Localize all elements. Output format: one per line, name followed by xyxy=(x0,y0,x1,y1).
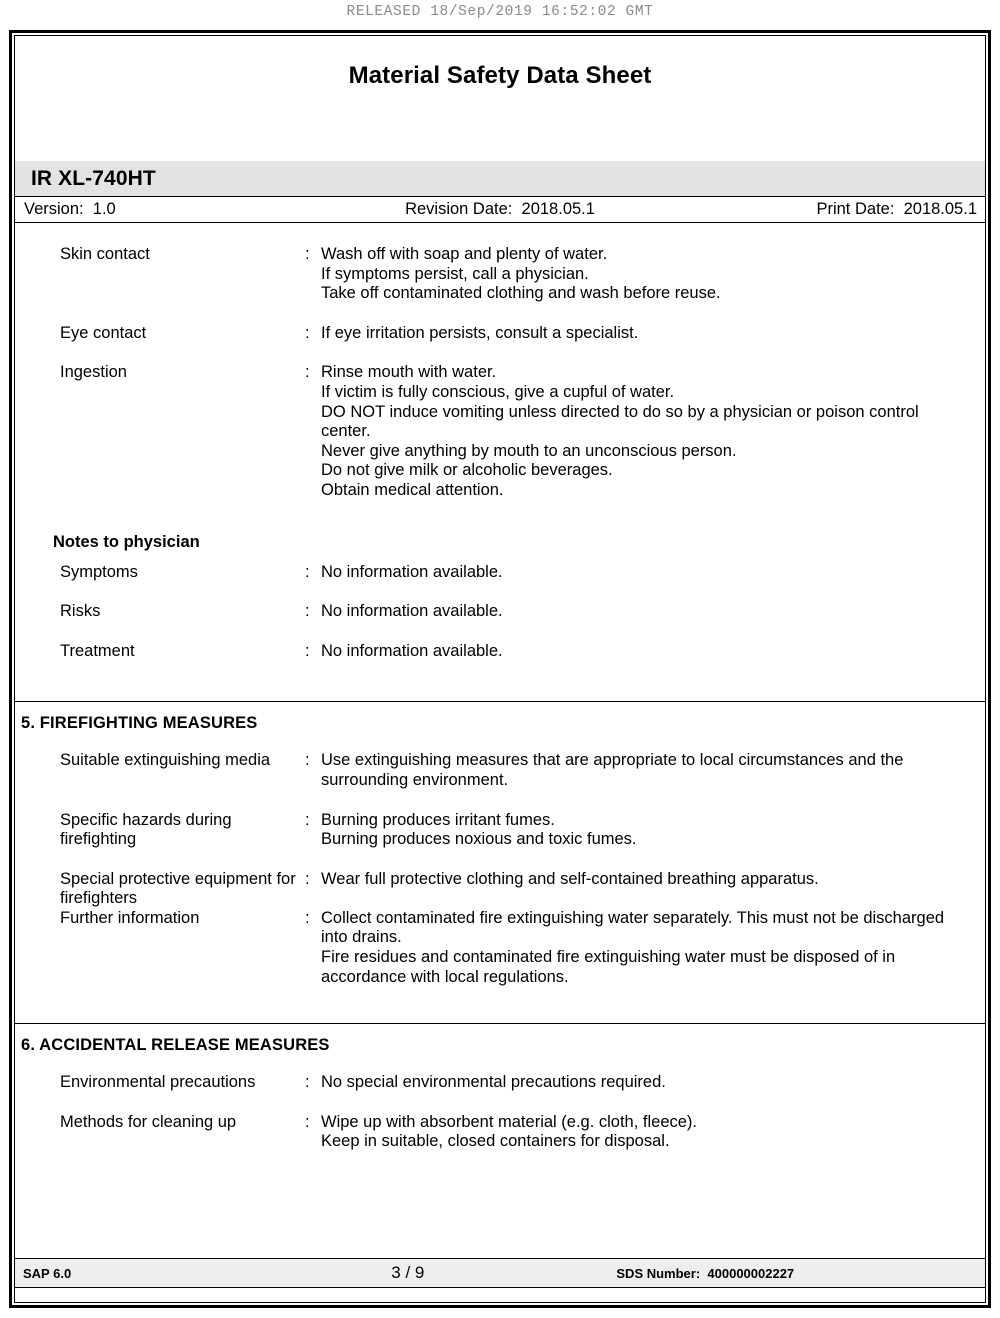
section-5-entry-list xyxy=(60,751,967,987)
entry-row xyxy=(60,642,967,662)
entry-value-line: Do not give milk or alcoholic beverages. xyxy=(321,461,613,480)
entry-gap xyxy=(60,304,967,324)
entry-label: Specific hazards during firefighting xyxy=(60,810,232,849)
section-6-entries xyxy=(15,1073,985,1152)
entry-value-line: Burning produces irritant fumes. xyxy=(321,810,555,829)
entry-value xyxy=(321,642,967,662)
entry-gap xyxy=(60,850,967,870)
entry-value-line: Wipe up with absorbent material (e.g. cloth, fleece). xyxy=(321,1112,698,1131)
entry-gap xyxy=(60,1093,967,1113)
entry-label: Ingestion xyxy=(60,363,127,382)
footer-page-number: 3 / 9 xyxy=(391,1263,425,1282)
entry-value-line: No information available. xyxy=(321,641,503,660)
entry-row xyxy=(60,602,967,622)
footer-sds-number: SDS Number: 400000002227 xyxy=(616,1265,795,1281)
notes-to-physician-heading: Notes to physician xyxy=(53,532,200,551)
entry-gap xyxy=(60,791,967,811)
entry-label: Methods for cleaning up xyxy=(60,1112,237,1131)
entry-gap xyxy=(60,622,967,642)
entry-value xyxy=(321,245,967,304)
version-row xyxy=(15,196,985,223)
document-inner-frame xyxy=(14,35,986,1303)
entry-colon: : xyxy=(305,562,310,581)
entry-value-line: Wash off with soap and plenty of water. xyxy=(321,245,608,263)
first-aid-entry-list xyxy=(60,245,967,501)
entry-value-line: Take off contaminated clothing and wash before reuse. xyxy=(321,284,721,303)
print-date-value: Print Date: 2018.05.1 xyxy=(816,200,977,218)
product-band xyxy=(15,161,985,196)
entry-value-line: No information available. xyxy=(321,602,503,621)
entry-value xyxy=(321,909,967,987)
entry-value-line: Collect contaminated fire extinguishing water separately. This must not be discharged into drains. xyxy=(321,908,945,947)
entry-label: Special protective equipment for firefighters xyxy=(60,869,296,908)
entry-label: Environmental precautions xyxy=(60,1073,256,1092)
entry-row xyxy=(60,1113,967,1152)
version-value: Version: 1.0 xyxy=(24,200,116,218)
entry-value-line: Wear full protective clothing and self-contained breathing apparatus. xyxy=(321,869,819,888)
entry-value xyxy=(321,751,967,790)
entry-label: Suitable extinguishing media xyxy=(60,751,271,770)
notes-to-physician-entries xyxy=(15,563,985,662)
revision-date-value: Revision Date: 2018.05.1 xyxy=(405,200,595,218)
entry-value-line: Use extinguishing measures that are appropriate to local circumstances and the surrounding environment. xyxy=(321,751,904,789)
entry-value xyxy=(321,811,967,850)
entry-row xyxy=(60,909,967,987)
entry-label: Skin contact xyxy=(60,245,150,263)
entry-value-line: Obtain medical attention. xyxy=(321,480,504,499)
entry-row xyxy=(60,751,967,790)
entry-value-line: Keep in suitable, closed containers for disposal. xyxy=(321,1132,670,1151)
document-frame xyxy=(9,30,991,1308)
title-block xyxy=(15,36,985,161)
entry-value xyxy=(321,363,967,500)
entry-label: Eye contact xyxy=(60,323,147,342)
entry-value xyxy=(321,1073,967,1093)
entry-gap xyxy=(60,582,967,602)
entry-colon: : xyxy=(305,751,310,770)
entry-row xyxy=(60,870,967,909)
first-aid-entries xyxy=(15,245,985,501)
entry-row xyxy=(60,811,967,850)
entry-value-line: Never give anything by mouth to an unconscious person. xyxy=(321,441,737,460)
entry-value-line: Rinse mouth with water. xyxy=(321,363,497,382)
notes-entry-list xyxy=(60,563,967,662)
entry-colon: : xyxy=(305,602,310,621)
entry-colon: : xyxy=(305,810,310,829)
section-6-entry-list xyxy=(60,1073,967,1152)
entry-value xyxy=(321,563,967,583)
entry-colon: : xyxy=(305,245,310,263)
released-stamp: RELEASED 18/Sep/2019 16:52:02 GMT xyxy=(346,4,654,20)
entry-value-line: If symptoms persist, call a physician. xyxy=(321,264,589,283)
entry-colon: : xyxy=(305,363,310,382)
entry-row xyxy=(60,563,967,583)
entry-label: Treatment xyxy=(60,641,135,660)
footer-sap-version: SAP 6.0 xyxy=(23,1265,72,1281)
entry-colon: : xyxy=(305,869,310,888)
entry-value xyxy=(321,602,967,622)
entry-colon: : xyxy=(305,1073,310,1092)
section-5-entries xyxy=(15,751,985,987)
entry-row xyxy=(60,1073,967,1093)
entry-value-line: No information available. xyxy=(321,562,503,581)
entry-colon: : xyxy=(305,908,310,927)
section-5-heading: 5. FIREFIGHTING MEASURES xyxy=(21,714,258,733)
entry-label: Risks xyxy=(60,602,101,621)
entry-label: Further information xyxy=(60,908,200,927)
document-body xyxy=(15,223,985,1258)
entry-value-line: If eye irritation persists, consult a specialist. xyxy=(321,323,639,342)
entry-value-line: DO NOT induce vomiting unless directed to do so by a physician or poison control center. xyxy=(321,402,919,441)
entry-value-line: Fire residues and contaminated fire extinguishing water must be disposed of in accordance with local regulations. xyxy=(321,948,896,986)
page-title: Material Safety Data Sheet xyxy=(348,62,652,89)
entry-colon: : xyxy=(305,641,310,660)
entry-row xyxy=(60,245,967,304)
entry-label: Symptoms xyxy=(60,562,138,581)
entry-value-line: If victim is fully conscious, give a cupful of water. xyxy=(321,382,675,401)
entry-colon: : xyxy=(305,1112,310,1131)
entry-colon: : xyxy=(305,323,310,342)
entry-value-line: Burning produces noxious and toxic fumes. xyxy=(321,830,637,849)
entry-value xyxy=(321,324,967,344)
footer-spacer xyxy=(15,1288,985,1302)
entry-value-line: No special environmental precautions required. xyxy=(321,1073,666,1092)
page-footer xyxy=(15,1258,985,1288)
entry-gap xyxy=(60,343,967,363)
entry-row xyxy=(60,363,967,500)
product-name: IR XL-740HT xyxy=(31,166,156,190)
entry-value xyxy=(321,1113,967,1152)
section-6-heading: 6. ACCIDENTAL RELEASE MEASURES xyxy=(21,1036,330,1055)
entry-row xyxy=(60,324,967,344)
entry-value xyxy=(321,870,967,890)
